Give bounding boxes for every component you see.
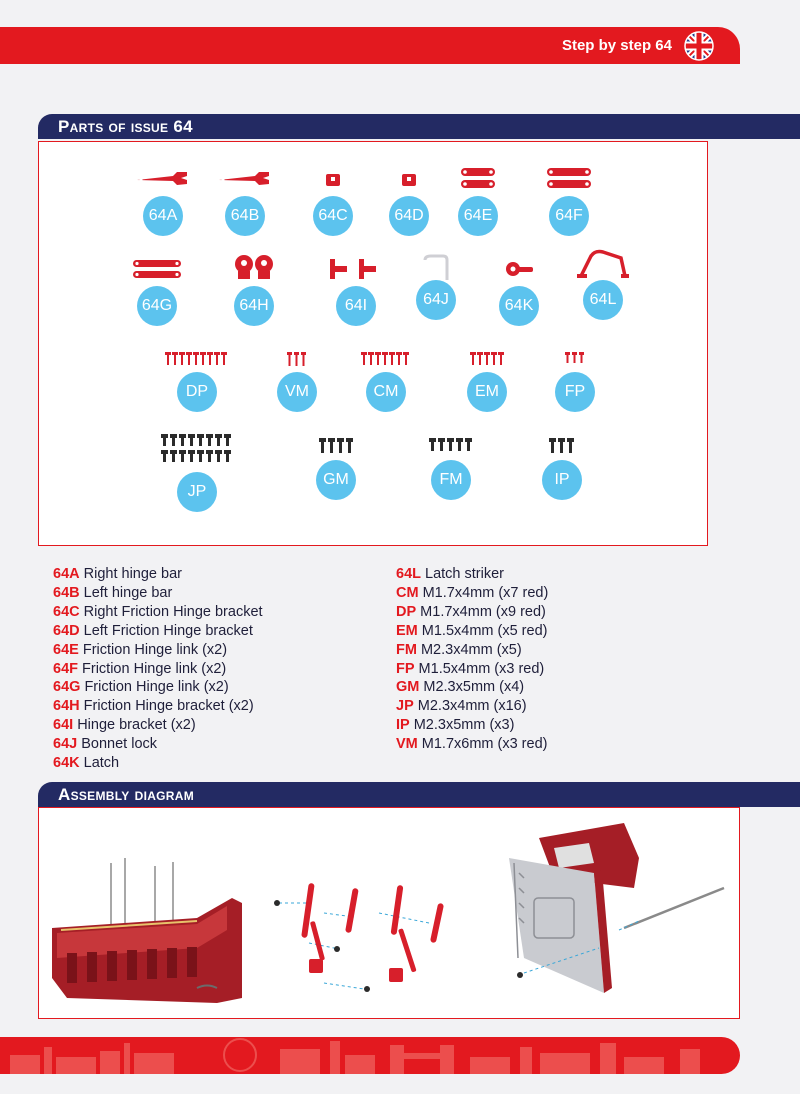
legend-item: 64G Friction Hinge link (x2) (53, 679, 229, 696)
legend-item: 64E Friction Hinge link (x2) (53, 641, 228, 658)
part-DP (157, 350, 237, 412)
part-IP (522, 436, 602, 500)
header-banner (0, 27, 740, 64)
legend-item: 64C Right Friction Hinge bracket (53, 603, 263, 620)
part-64C (293, 168, 373, 236)
legend-item: CM M1.7x4mm (x7 red) (396, 584, 549, 601)
footer-banner (0, 1037, 740, 1074)
legend-item: GM M2.3x5mm (x4) (396, 679, 525, 696)
legend-item: DP M1.7x4mm (x9 red) (396, 603, 546, 620)
legend-item: 64L Latch striker (396, 566, 504, 582)
black-screws-icon (426, 436, 476, 456)
part-badge: 64G (137, 286, 177, 326)
legend-item: VM M1.7x6mm (x3 red) (396, 736, 548, 753)
part-64E (438, 166, 518, 236)
red-screws-icon (285, 350, 309, 368)
legend-item: EM M1.5x4mm (x5 red) (396, 622, 548, 639)
part-64D (369, 168, 449, 236)
part-64A (123, 168, 203, 236)
part-badge: 64I (336, 286, 376, 326)
bonnet-lock-icon (419, 250, 453, 284)
part-badge: 64D (389, 196, 429, 236)
part-FP (535, 350, 615, 412)
part-64I (316, 256, 396, 326)
part-badge: 64H (234, 286, 274, 326)
black-screws-icon (316, 436, 356, 456)
part-badge: 64C (313, 196, 353, 236)
part-FM (411, 436, 491, 500)
red-screws-icon (467, 350, 507, 368)
legend-item: 64K Latch (53, 755, 120, 772)
part-64L (563, 246, 643, 320)
legend-item: FP M1.5x4mm (x3 red) (396, 660, 545, 677)
part-GM (296, 436, 376, 500)
part-badge: 64L (583, 280, 623, 320)
bonnet-panel-illustration (494, 818, 734, 1013)
parts-frame (38, 141, 708, 546)
uk-flag-icon (684, 31, 714, 61)
part-badge: 64K (499, 286, 539, 326)
assembly-frame (38, 807, 740, 1019)
black-screws-icon (157, 432, 241, 468)
parts-legend-left (53, 565, 263, 773)
parts-legend-right (396, 565, 548, 754)
legend-item: 64I Hinge bracket (x2) (53, 717, 196, 734)
latch-icon (499, 256, 539, 282)
legend-item: 64F Friction Hinge link (x2) (53, 660, 227, 677)
part-badge: EM (467, 372, 507, 412)
part-badge: CM (366, 372, 406, 412)
legend-item: 64A Right hinge bar (53, 566, 182, 582)
hinge-exploded-illustration (269, 873, 469, 1003)
london-skyline-icon (0, 1037, 740, 1074)
part-badge: 64F (549, 196, 589, 236)
part-badge: GM (316, 460, 356, 500)
part-badge: FM (431, 460, 471, 500)
legend-item: FM M2.3x4mm (x5) (396, 641, 522, 658)
part-badge: 64B (225, 196, 265, 236)
black-screws-icon (546, 436, 578, 456)
part-CM (346, 350, 426, 412)
part-badge: FP (555, 372, 595, 412)
part-64J (396, 250, 476, 320)
part-64K (479, 256, 559, 326)
friction-hinge-link-icon (544, 166, 594, 192)
part-badge: VM (277, 372, 317, 412)
page-title: Step by step 64 (561, 37, 672, 54)
legend-item: 64J Bonnet lock (53, 736, 158, 753)
part-badge: 64J (416, 280, 456, 320)
assembly-section-title: Assembly diagram (38, 782, 800, 807)
part-64H (214, 252, 294, 326)
part-EM (447, 350, 527, 412)
friction-hinge-link-icon (130, 256, 184, 282)
part-64G (117, 256, 197, 326)
part-JP (157, 432, 237, 512)
hinge-bracket-icon (326, 256, 386, 282)
part-badge: IP (542, 460, 582, 500)
red-screws-icon (358, 350, 414, 368)
legend-item: 64H Friction Hinge bracket (x2) (53, 698, 254, 715)
left-hinge-bar-icon (215, 168, 275, 192)
legend-item: JP M2.3x4mm (x16) (396, 698, 527, 715)
part-badge: JP (177, 472, 217, 512)
legend-item: 64D Left Friction Hinge bracket (53, 622, 253, 639)
right-hinge-bar-icon (133, 168, 193, 192)
red-screws-icon (563, 350, 587, 368)
latch-striker-icon (573, 246, 633, 282)
parts-section-title: Parts of issue 64 (38, 114, 800, 139)
friction-hinge-bracket-icon (231, 252, 277, 282)
left-friction-hinge-bracket-icon (394, 168, 424, 192)
part-badge: 64A (143, 196, 183, 236)
bonnet-frame-illustration (47, 858, 247, 1008)
legend-item: 64B Left hinge bar (53, 584, 173, 601)
friction-hinge-link-icon (458, 166, 498, 192)
legend-item: IP M2.3x5mm (x3) (396, 717, 515, 734)
part-64B (205, 168, 285, 236)
red-screws-icon (162, 350, 232, 368)
part-64F (529, 166, 609, 236)
part-badge: DP (177, 372, 217, 412)
right-friction-hinge-bracket-icon (318, 168, 348, 192)
part-VM (257, 350, 337, 412)
part-badge: 64E (458, 196, 498, 236)
